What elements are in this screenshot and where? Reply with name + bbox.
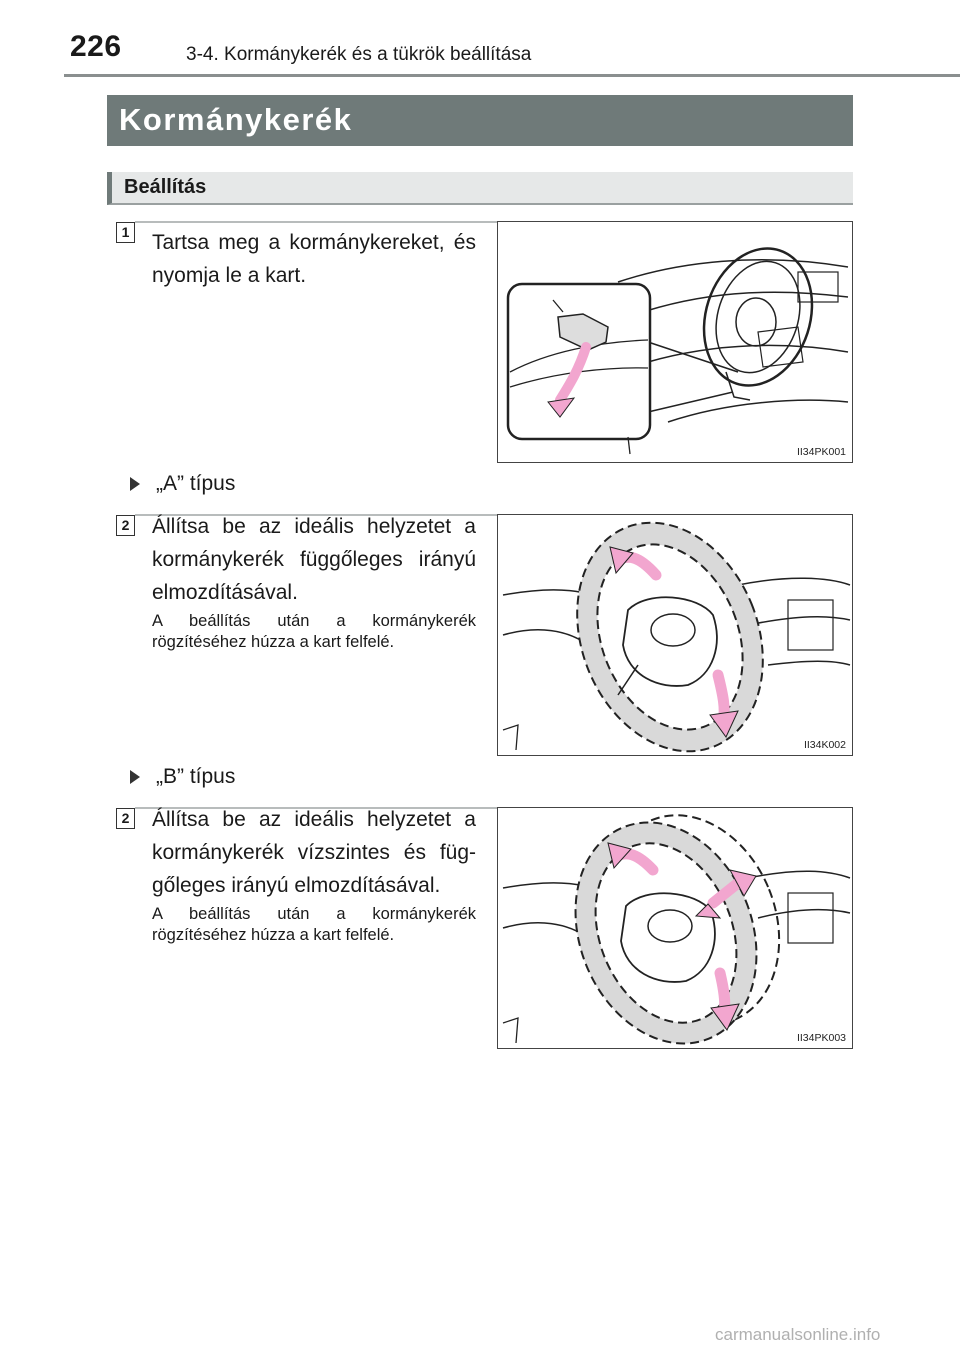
triangle-bullet-icon	[130, 477, 140, 491]
step-2b-text: Állítsa be az ideális helyzetet a kormánykerék vízszintes és füg-gőleges irányú elmozdításával.	[152, 808, 476, 897]
step-2a-text: Állítsa be az ideális helyzetet a kormánykerék függőleges irányú elmozdításával.	[152, 515, 476, 604]
watermark: carmanualsonline.info	[715, 1325, 881, 1344]
subsection-bar	[107, 172, 853, 205]
figure-code-1: II34PK001	[796, 446, 846, 458]
figure-tilt-telescopic-adjust	[497, 807, 853, 1049]
step-number-2b: 2	[116, 808, 135, 829]
page-number: 226	[70, 30, 122, 63]
triangle-bullet-icon	[130, 770, 140, 784]
step-number-2a: 2	[116, 515, 135, 536]
step-2b-note: A beállítás után a kormánykerék rögzítéséhez húzza a kart felfelé.	[152, 905, 476, 944]
section-title-bar	[107, 95, 853, 146]
figure-tilt-adjust	[497, 514, 853, 756]
type-a-label: „A” típus	[156, 472, 236, 495]
type-b-label: „B” típus	[156, 765, 236, 788]
type-a-bullet	[130, 472, 235, 496]
figure-code-2a: II34K002	[803, 739, 846, 751]
subsection-title: Beállítás	[124, 176, 207, 198]
illustration-wheel-tilt	[498, 515, 851, 754]
section-title: Kormánykerék	[119, 102, 353, 137]
running-title: 3-4. Kormánykerék és a tükrök beállítása	[186, 44, 532, 65]
type-b-bullet	[130, 765, 235, 789]
figure-lever-release	[497, 221, 853, 463]
header-rule	[64, 74, 960, 77]
figure-code-2b: II34PK003	[796, 1032, 846, 1044]
illustration-wheel-tilt-telescopic	[498, 808, 851, 1047]
step-1-text: Tartsa meg a kormánykereket, és nyomja le a kart.	[152, 231, 476, 287]
illustration-dashboard-lever	[498, 222, 851, 461]
step-2a-note: A beállítás után a kormánykerék rögzítéséhez húzza a kart felfelé.	[152, 612, 476, 651]
step-number-1: 1	[116, 222, 135, 243]
